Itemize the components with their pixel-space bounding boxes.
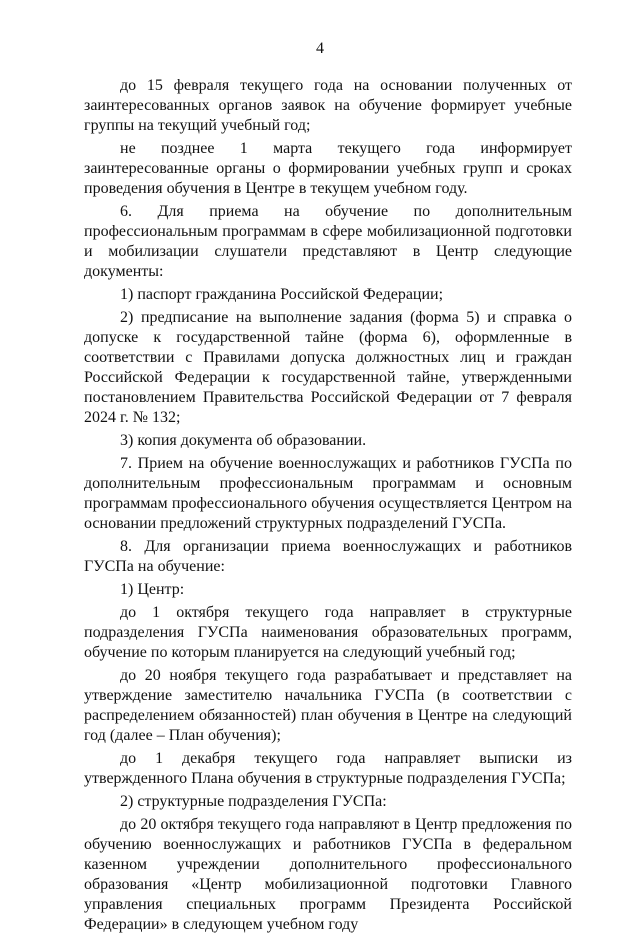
paragraph-oct20: до 20 октября текущего года направляют в Центр предложения по обучению военнослужащих и работников ГУСПа в федеральном казенном учреждении дополнительного профессионального образования «Центр мобилизационной подготовки Главного управления специальных программ Президента Российской Федерации» в следующем учебном году bbox=[84, 816, 572, 933]
paragraph-6-1-passport: 1) паспорт гражданина Российской Федерации; bbox=[120, 286, 444, 303]
paragraph-nov20: до 20 ноября текущего года разрабатывает и представляет на утверждение заместителю начальника ГУСПа (в соответствии с распределением обязанностей) план обучения в Центре на следующий год (далее – План обучения); bbox=[84, 667, 572, 744]
page-number: 4 bbox=[316, 40, 324, 57]
paragraph-oct1: до 1 октября текущего года направляет в структурные подразделения ГУСПа наименования образовательных программ, обучение по которым планируется на следующий учебный год; bbox=[84, 604, 572, 661]
paragraph-feb15: до 15 февраля текущего года на основании полученных от заинтересованных органов заявок на обучение формирует учебные группы на текущий учебный год; bbox=[84, 77, 572, 134]
paragraph-6-2-prescription: 2) предписание на выполнение задания (форма 5) и справка о допуске к государственной тайне (форма 6), оформленные в соответствии с Правилами допуска должностных лиц и граждан Российской Федерации к государственной тайне, утвержденными постановлением Правительства Российской Федерации от 7 февраля 2024 г. № 132; bbox=[84, 309, 572, 426]
paragraph-item-7: 7. Прием на обучение военнослужащих и работников ГУСПа по дополнительным профессиональным программам и основным программам профессионального обучения осуществляется Центром на основании предложений структурных подразделений ГУСПа. bbox=[84, 455, 572, 532]
paragraph-item-6: 6. Для приема на обучение по дополнительным профессиональным программам в сфере мобилизационной подготовки и мобилизации слушатели представляют в Центр следующие документы: bbox=[84, 203, 572, 280]
paragraph-mar1: не позднее 1 марта текущего года информирует заинтересованные органы о формировании учебных групп и сроках проведения обучения в Центре в текущем учебном году. bbox=[84, 140, 572, 197]
paragraph-8-2-units: 2) структурные подразделения ГУСПа: bbox=[120, 793, 387, 810]
paragraph-6-3-diploma: 3) копия документа об образовании. bbox=[120, 432, 367, 449]
paragraph-dec1: до 1 декабря текущего года направляет выписки из утвержденного Плана обучения в структурные подразделения ГУСПа; bbox=[84, 750, 572, 787]
paragraph-8-1-center: 1) Центр: bbox=[120, 581, 185, 598]
document-body bbox=[84, 76, 572, 938]
paragraph-item-8: 8. Для организации приема военнослужащих и работников ГУСПа на обучение: bbox=[84, 538, 572, 575]
